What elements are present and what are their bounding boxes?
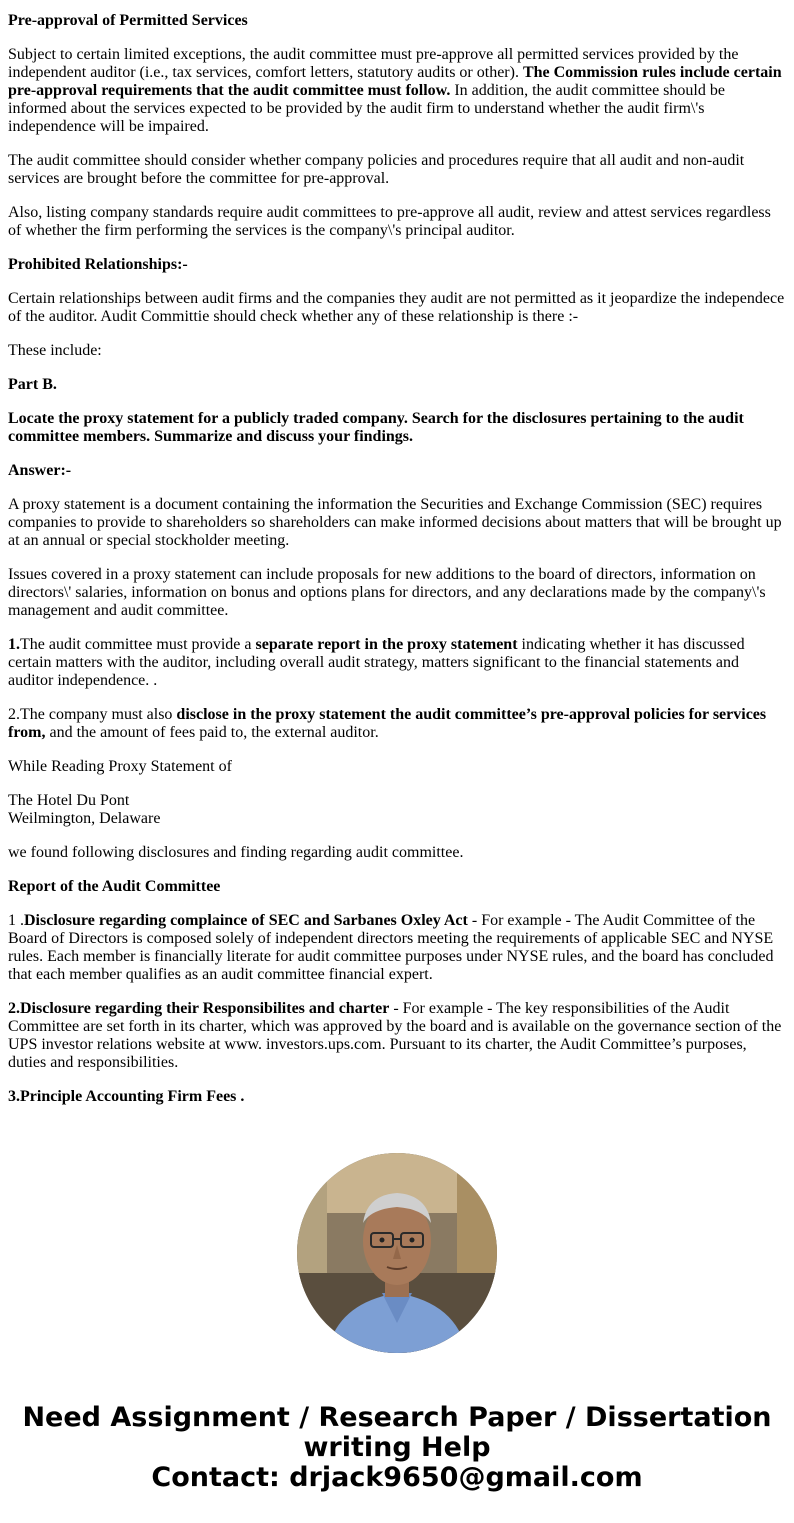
part-b-question: Locate the proxy statement for a publicly traded company. Search for the disclosures pertaining to the audit committee members. Summarize and discuss your findings. xyxy=(8,410,744,445)
part-b-heading: Part B. xyxy=(8,376,57,393)
promo-banner xyxy=(0,1403,794,1493)
item-1-paragraph: 1.The audit committee must provide a separate report in the proxy statement indicating whether it has discussed certain matters with the auditor, including overall audit strategy, matters significant to the financial statements and auditor independence. . xyxy=(8,636,745,689)
these-include-text: These include: xyxy=(8,342,102,359)
disclosure-3: 3.Principle Accounting Firm Fees . xyxy=(8,1088,245,1105)
hotel-name: The Hotel Du Pont xyxy=(8,792,130,809)
promo-line-1: Need Assignment / Research Paper / Dissertation xyxy=(22,1402,772,1433)
portrait-image xyxy=(297,1153,497,1353)
proxy-definition-paragraph: A proxy statement is a document containing the information the Securities and Exchange Commission (SEC) requires companies to provide to shareholders so shareholders can make informed decisions about matters that will be brought up at an annual or special stockholder meeting. xyxy=(8,496,782,549)
listing-standards-paragraph: Also, listing company standards require audit committees to pre-approve all audit, review and attest services regardless of whether the firm performing the services is the company\'s principal auditor. xyxy=(8,204,771,239)
prohibited-heading: Prohibited Relationships:- xyxy=(8,256,188,273)
hotel-city: Weilmington, Delaware xyxy=(8,810,161,827)
item-2-paragraph: 2.The company must also disclose in the proxy statement the audit committee’s pre-approval policies for services from, and the amount of fees paid to, the external auditor. xyxy=(8,706,767,741)
promo-contact: Contact: drjack9650@gmail.com xyxy=(151,1462,643,1493)
answer-heading: Answer:- xyxy=(8,462,72,479)
policies-paragraph: The audit committee should consider whether company policies and procedures require that all audit and non-audit services are brought before the committee for pre-approval. xyxy=(8,152,745,187)
avatar xyxy=(297,1153,497,1353)
reading-proxy-text: While Reading Proxy Statement of xyxy=(8,758,232,775)
relationships-paragraph: Certain relationships between audit firms and the companies they audit are not permitted as it jeopardize the independece of the auditor. Audit Committie should check whether any of these relationship is there :- xyxy=(8,290,785,325)
disclosure-1: 1 .Disclosure regarding complaince of SEC and Sarbanes Oxley Act - For example - The Audit Committee of the Board of Directors is composed solely of independent directors meeting the requirements of applicable SEC and NYSE rules. Each member is financially literate for audit committee purposes under NYSE rules, and the board has concluded that each member qualifies as an audit committee financial expert. xyxy=(8,912,774,983)
hotel-address xyxy=(8,792,786,828)
proxy-issues-paragraph: Issues covered in a proxy statement can include proposals for new additions to the board of directors, information on directors\' salaries, information on bonus and options plans for directors, and any declarations made by the company\'s management and audit committee. xyxy=(8,566,766,619)
preapproval-paragraph: Subject to certain limited exceptions, the audit committee must pre-approve all permitted services provided by the independent auditor (i.e., tax services, comfort letters, statutory audits or other). The Commission rules include certain pre-approval requirements that the audit committee must follow. In addition, the audit committee should be informed about the services expected to be provided by the audit firm to understand whether the audit firm\'s independence will be impaired. xyxy=(8,46,782,135)
disclosure-2: 2.Disclosure regarding their Responsibilites and charter - For example - The key responsibilities of the Audit Committee are set forth in its charter, which was approved by the board and is available on the governance section of the UPS investor relations website at www. investors.ups.com. Pursuant to its charter, the Audit Committee’s purposes, duties and responsibilities. xyxy=(8,1000,782,1071)
report-heading: Report of the Audit Committee xyxy=(8,878,221,895)
promo-line-2: writing Help xyxy=(303,1432,491,1463)
findings-intro: we found following disclosures and finding regarding audit committee. xyxy=(8,844,464,861)
preapproval-heading: Pre-approval of Permitted Services xyxy=(8,12,248,29)
